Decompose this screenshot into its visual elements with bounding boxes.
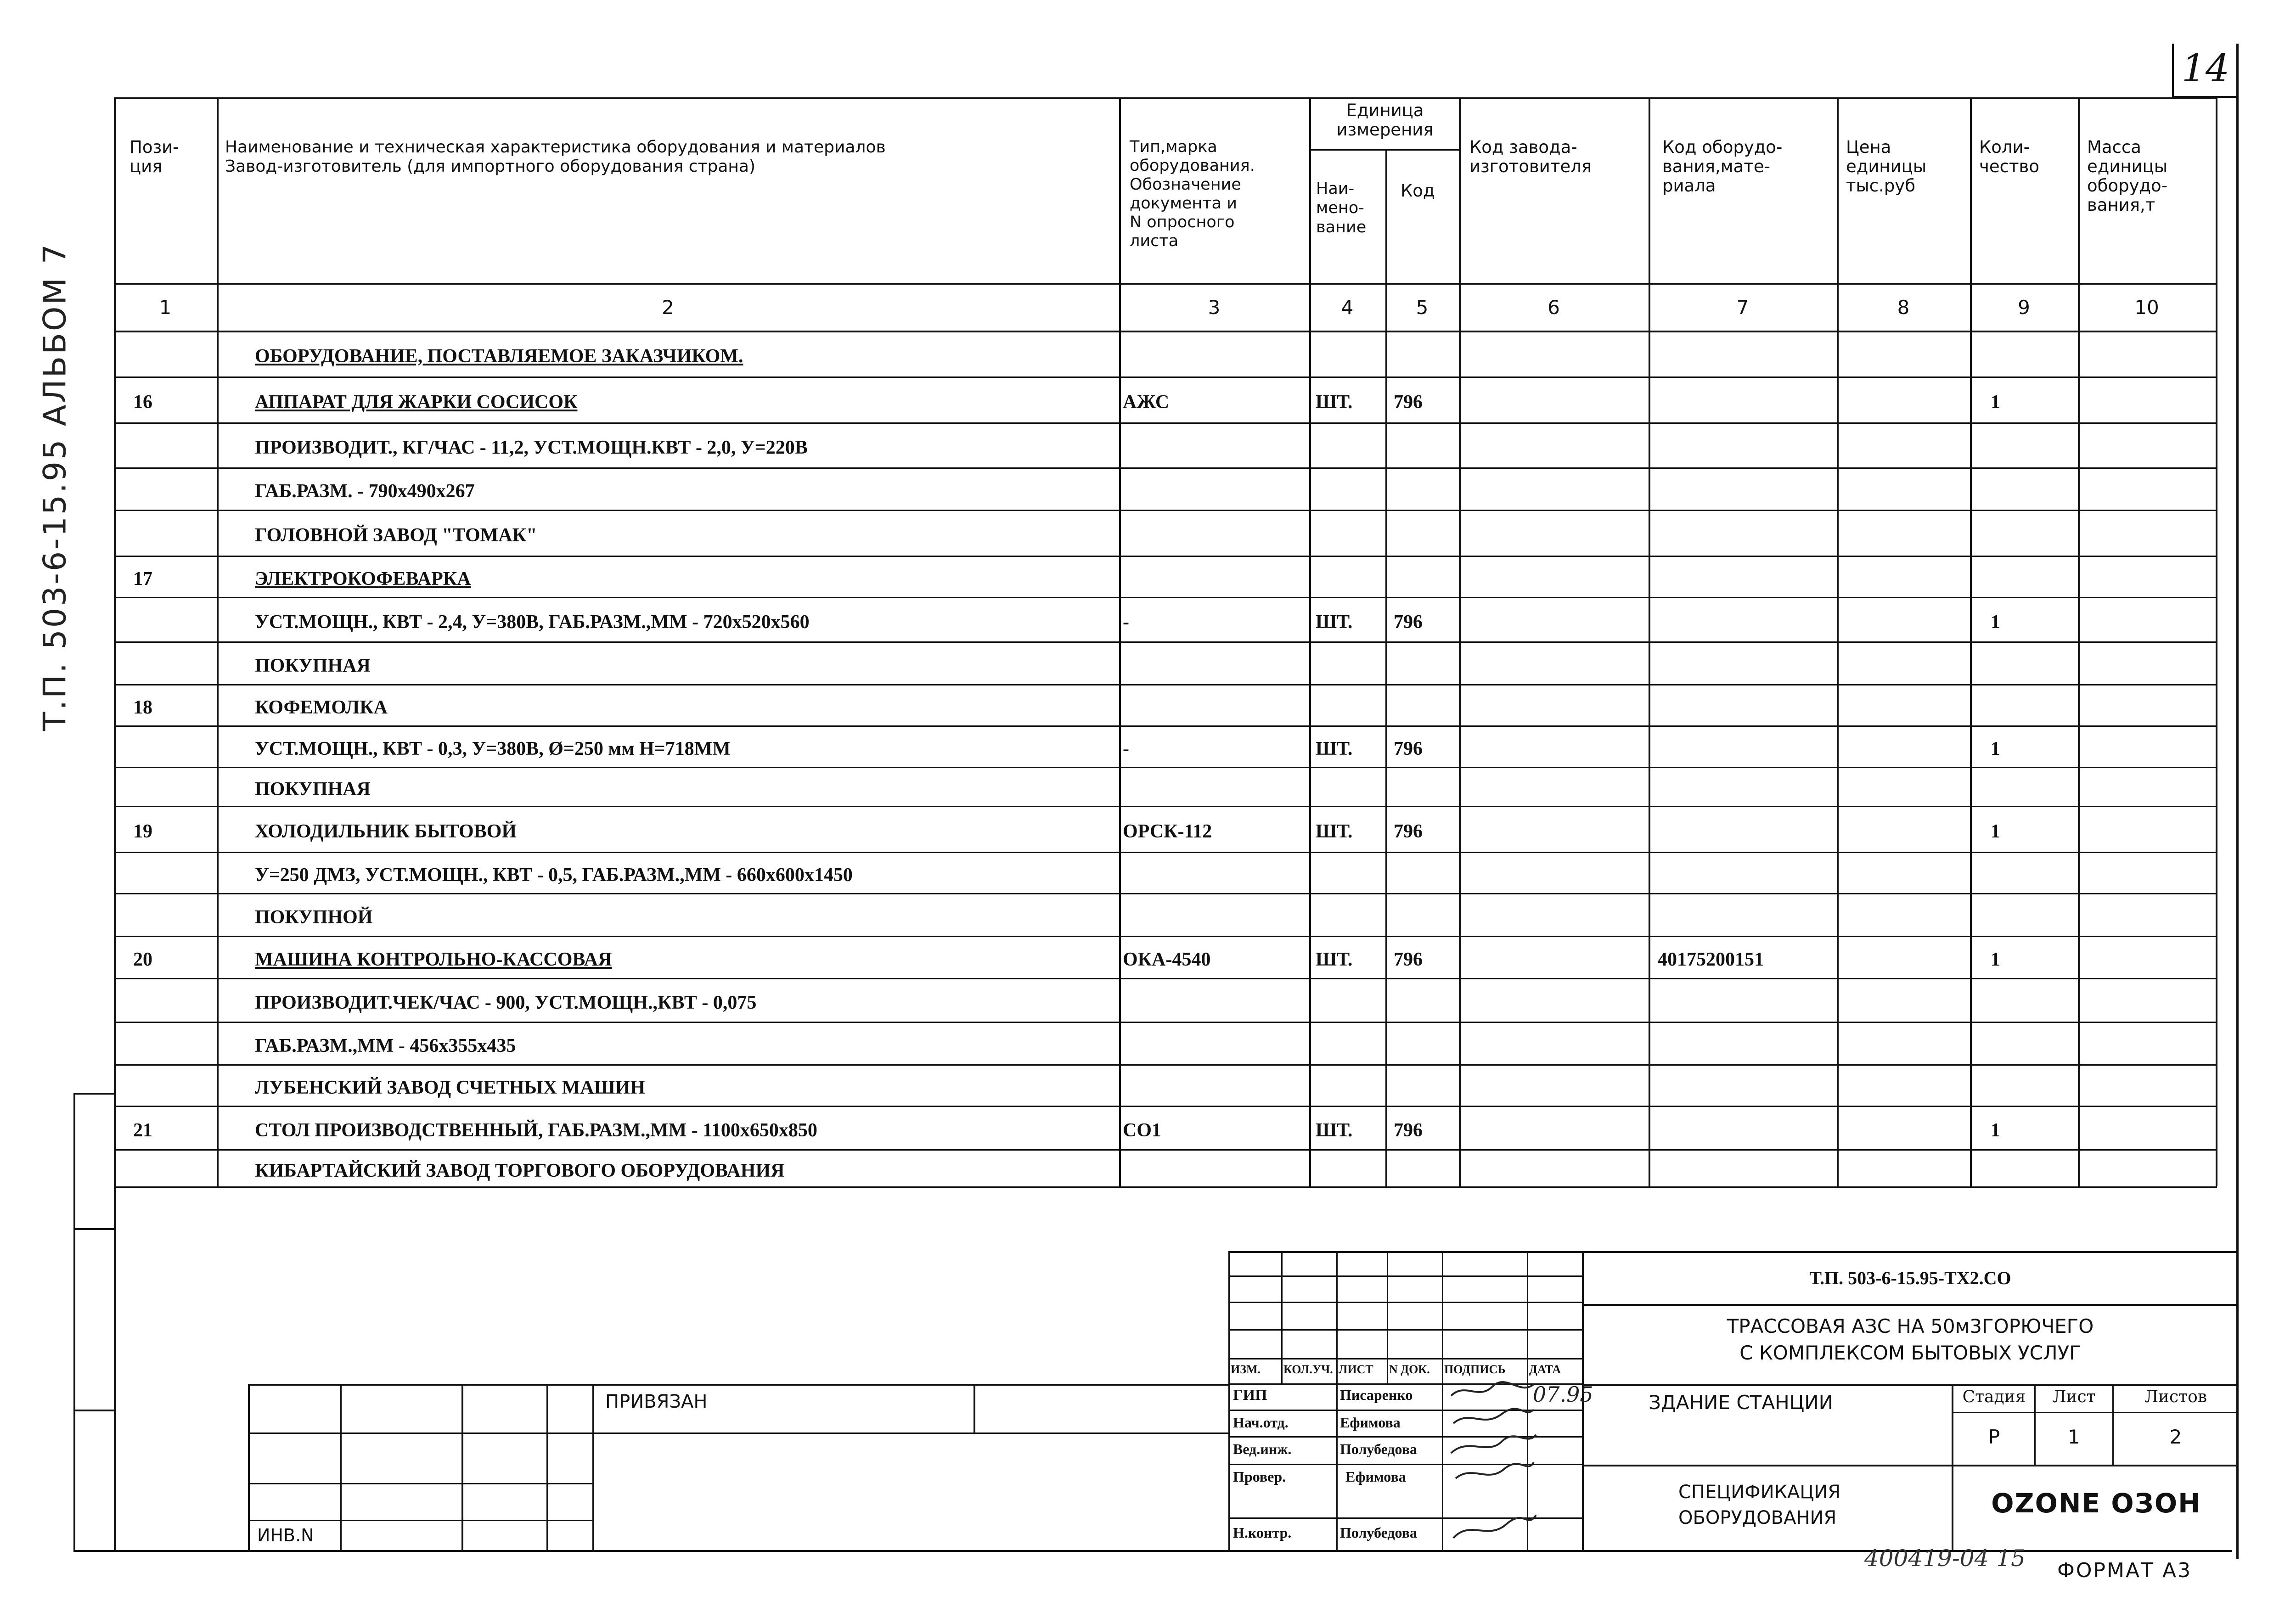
column-number: 5 [1416,296,1429,319]
header-mass: Масса единицы оборудо- вания,т [2087,137,2168,215]
row-type: ОРСК-112 [1123,821,1212,842]
row-type: АЖС [1123,392,1170,413]
column-number: 10 [2134,296,2159,319]
column-number: 6 [1548,296,1560,319]
row-quantity: 1 [1991,949,2000,970]
col-header-doc: N ДОК. [1389,1363,1430,1376]
col-header-sheet: ЛИСТ [1339,1363,1373,1376]
row-type: ОКА-4540 [1123,949,1211,970]
row-name: УСТ.МОЩН., КВТ - 2,4, У=380В, ГАБ.РАЗМ.,ММ - 720х520х560 [255,611,810,633]
date-signed: 07.95 [1533,1382,1593,1407]
role-gip: ГИП [1233,1387,1267,1404]
row-name: ПРОИЗВОДИТ., КГ/ЧАС - 11,2, УСТ.МОЩН.КВТ - 2,0, У=220В [255,437,808,458]
row-name: ЭЛЕКТРОКОФЕВАРКА [255,568,471,590]
row-position: 21 [133,1119,152,1141]
ozon-logo: OZONE ОЗОН [1991,1488,2201,1519]
row-name: ПРОИЗВОДИТ.ЧЕК/ЧАС - 900, УСТ.МОЩН.,КВТ - 0,075 [255,992,757,1013]
sheet-number: 14 [2181,47,2230,90]
header-quantity: Коли- чество [1979,137,2039,176]
row-unit-code: 796 [1394,611,1423,633]
header-name: Наименование и техническая характеристика оборудования и материалов Завод-изготовитель (для импортного оборудования страна) [225,138,886,176]
row-name: ХОЛОДИЛЬНИК БЫТОВОЙ [255,821,517,842]
row-unit-code: 796 [1394,392,1423,413]
binding-label: ПРИВЯЗАН [605,1391,708,1412]
row-position: 17 [133,568,152,590]
row-position: 16 [133,392,152,413]
col-header-change: ИЗМ. [1231,1363,1261,1376]
signatures-graphic [1446,1377,1538,1552]
row-name: ОБОРУДОВАНИЕ, ПОСТАВЛЯЕМОЕ ЗАКАЗЧИКОМ. [255,346,743,367]
row-quantity: 1 [1991,821,2000,842]
name-head: Ефимова [1340,1414,1401,1431]
name-lead: Полубедова [1340,1441,1418,1457]
role-head: Нач.отд. [1233,1414,1289,1431]
role-normcontrol: Н.контр. [1233,1524,1292,1541]
header-unit-group: Единица измерения [1336,101,1434,140]
name-normcontrol: Полубедова [1340,1524,1418,1541]
sheet-title: СПЕЦИФИКАЦИЯ ОБОРУДОВАНИЯ [1678,1482,1841,1528]
row-unit: ШТ. [1316,949,1353,970]
column-number: 8 [1897,296,1910,319]
row-name: КОФЕМОЛКА [255,697,388,718]
sheet-label: Лист [2052,1388,2096,1406]
header-equipment-code: Код оборудо- вания,мате- риала [1662,137,1783,196]
album-label: Т.П. 503-6-15.95 АЛЬБОМ 7 [37,242,73,731]
row-name: УСТ.МОЩН., КВТ - 0,3, У=380В, Ø=250 мм Н=718ММ [255,738,731,759]
row-position: 19 [133,821,152,842]
document-code: Т.П. 503-6-15.95-ТХ2.СО [1809,1268,2011,1288]
row-type: - [1123,738,1129,759]
row-name: ГАБ.РАЗМ.,ММ - 456х355х435 [255,1035,516,1056]
format-label: ФОРМАТ А3 [2057,1559,2192,1582]
project-title: ТРАССОВАЯ АЗС НА 50м3ГОРЮЧЕГО С КОМПЛЕКСОМ БЫТОВЫХ УСЛУГ [1727,1315,2094,1364]
row-name: У=250 ДМЗ, УСТ.МОЩН., КВТ - 0,5, ГАБ.РАЗМ.,ММ - 660х600х1450 [255,865,853,886]
row-equipment-code: 40175200151 [1658,949,1764,970]
inventory-label: ИНВ.N [257,1525,314,1545]
column-number: 7 [1736,296,1749,319]
row-name: КИБАРТАЙСКИЙ ЗАВОД ТОРГОВОГО ОБОРУДОВАНИЯ [255,1160,785,1181]
row-name: АППАРАТ ДЛЯ ЖАРКИ СОСИСОК [255,392,578,413]
row-type: - [1123,611,1129,633]
header-type: Тип,марка оборудования. Обозначение документа и N опросного листа [1130,138,1255,250]
handwritten-note: 400419-04 15 [1864,1545,2026,1572]
row-name: СТОЛ ПРОИЗВОДСТВЕННЫЙ, ГАБ.РАЗМ.,ММ - 1100х650х850 [255,1119,817,1141]
stage-label: Стадия [1962,1388,2026,1406]
name-checker: Ефимова [1345,1468,1406,1485]
col-header-signature: ПОДПИСЬ [1444,1363,1506,1376]
row-name: ЛУБЕНСКИЙ ЗАВОД СЧЕТНЫХ МАШИН [255,1077,645,1098]
column-number: 2 [662,296,674,319]
row-name: ПОКУПНАЯ [255,655,371,676]
sheets-label: Листов [2144,1388,2207,1406]
row-unit-code: 796 [1394,1119,1423,1141]
header-position: Пози- ция [129,137,179,176]
column-number: 4 [1341,296,1354,319]
row-name: ГАБ.РАЗМ. - 790х490х267 [255,481,475,502]
header-factory-code: Код завода- изготовителя [1469,137,1592,176]
col-header-count: КОЛ.УЧ. [1283,1363,1333,1376]
header-unit-name: Наи- мено- вание [1316,180,1367,236]
stage-value: Р [1988,1426,2000,1448]
row-name: ПОКУПНОЙ [255,906,373,928]
column-number: 3 [1208,296,1221,319]
row-quantity: 1 [1991,392,2000,413]
row-unit: ШТ. [1316,738,1353,759]
row-quantity: 1 [1991,738,2000,759]
role-lead: Вед.инж. [1233,1441,1292,1457]
header-price: Цена единицы тыс.руб [1846,137,1927,196]
row-unit-code: 796 [1394,738,1423,759]
row-name: ГОЛОВНОЙ ЗАВОД "ТОМАК" [255,525,537,546]
row-position: 18 [133,697,152,718]
row-unit-code: 796 [1394,949,1423,970]
row-unit-code: 796 [1394,821,1423,842]
row-name: МАШИНА КОНТРОЛЬНО-КАССОВАЯ [255,949,612,970]
sheet-value: 1 [2068,1426,2080,1448]
row-quantity: 1 [1991,1119,2000,1141]
row-unit: ШТ. [1316,1119,1353,1141]
row-unit: ШТ. [1316,392,1353,413]
column-number: 9 [2018,296,2030,319]
row-unit: ШТ. [1316,821,1353,842]
row-unit: ШТ. [1316,611,1353,633]
col-header-date: ДАТА [1529,1363,1561,1376]
row-name: ПОКУПНАЯ [255,778,371,800]
row-position: 20 [133,949,152,970]
row-type: СО1 [1123,1119,1161,1141]
column-number: 1 [159,296,172,319]
row-quantity: 1 [1991,611,2000,633]
name-gip: Писаренко [1340,1387,1413,1403]
building-name: ЗДАНИЕ СТАНЦИИ [1649,1391,1834,1414]
header-unit-code: Код [1401,181,1435,201]
sheets-value: 2 [2169,1426,2182,1448]
role-checker: Провер. [1233,1468,1286,1485]
